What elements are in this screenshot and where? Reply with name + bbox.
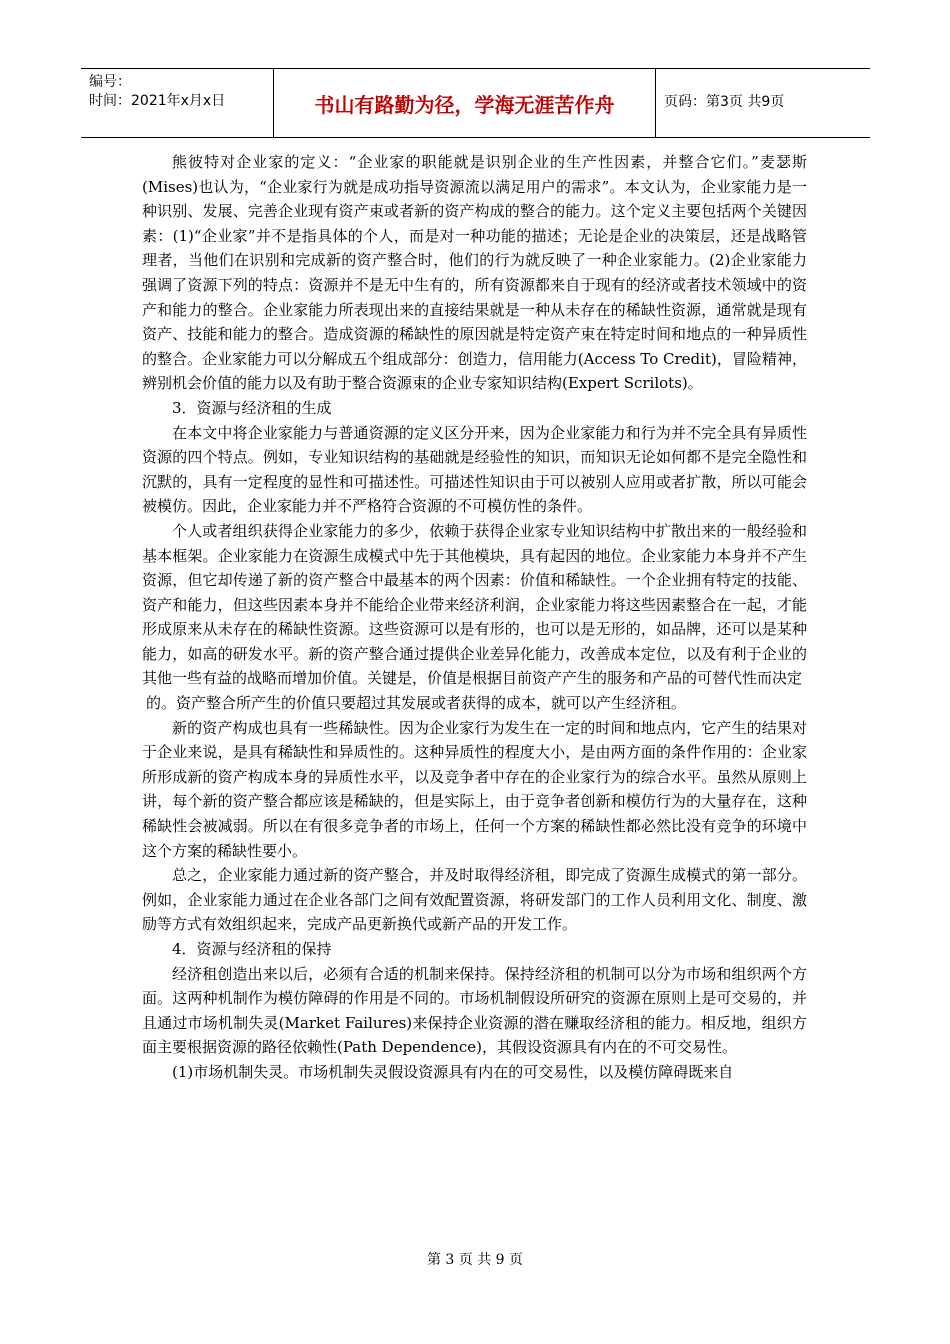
header-page-number: 页码：第3页 共9页 (664, 94, 785, 110)
paragraph: 总之，企业家能力通过新的资产整合，并及时取得经济租，即完成了资源生成模式的第一部分。例如，企业家能力通过在企业各部门之间有效配置资源，将研发部门的工作人员利用文化、制度、激励等方式有效组织起来，完成产品更新换代或新产品的开发工作。 (142, 866, 807, 934)
header-motto: 书山有路勤为径，学海无涯苦作舟 (274, 69, 656, 137)
paragraph: 新的资产构成也具有一些稀缺性。因为企业家行为发生在一定的时间和地点内，它产生的结果对于企业来说，是具有稀缺性和异质性的。这种异质性的程度大小，是由两方面的条件作用的：企业家所形成新的资产构成本身的异质性水平，以及竞争者中存在的企业家行为的综合水平。虽然从原则上讲，每个新的资产整合都应该是稀缺的，但是实际上，由于竞争者创新和模仿行为的大量存在，这种稀缺性会被减弱。所以在有很多竞争者的市场上，任何一个方案的稀缺性都必然比没有竞争的环境中这个方案的稀缺性要小。 (142, 718, 807, 860)
header-meta (81, 69, 274, 137)
section-heading: 3．资源与经济租的生成 (172, 398, 332, 417)
section-heading: 4．资源与经济租的保持 (172, 940, 332, 958)
paragraph: (1)市场机制失灵。市场机制失灵假设资源具有内在的可交易性，以及模仿障碍既来自 (172, 1062, 734, 1081)
document-date-label: 时间：2021年x月x日 (89, 93, 226, 109)
paragraph: 个人或者组织获得企业家能力的多少，依赖于获得企业家专业知识结构中扩散出来的一般经验和基本框架。企业家能力在资源生成模式中先于其他模块，具有起因的地位。企业家能力本身并不产生资源，但它却传递了新的资产整合中最基本的两个因素：价值和稀缺性。一个企业拥有特定的技能、资产和能力，但这些因素本身并不能给企业带来经济利润，企业家能力将这些因素整合在一起，才能形成原来从未存在的稀缺性资源。这些资源可以是有形的，也可以是无形的，如品牌，还可以是某种能力，如高的研发水平。新的资产整合通过提供企业差异化能力，改善成本定位，以及有利于企业的其他一些有益的战略而增加价值。关键是，价值是根据目前资产产生的服务和产品的可替代性而决定 (142, 521, 807, 688)
document-number-label: 编号： (89, 74, 131, 90)
paragraph: 经济租创造出来以后，必须有合适的机制来保持。保持经济租的机制可以分为市场和组织两个方面。这两种机制作为模仿障碍的作用是不同的。市场机制假设所研究的资源在原则上是可交易的，并且通过市场机制失灵(Market Failures)来保持企业资源的潜在赚取经济租的能力。相反地，组织方面主要根据资源的路径依赖性(Path Dependence)，其假设资源具有内在的不可交易性。 (142, 964, 807, 1057)
page-header (81, 68, 870, 138)
document-body (142, 150, 807, 1085)
paragraph-continuation: 的。资产整合所产生的价值只要超过其发展或者获得的成本，就可以产生经济租。 (146, 694, 687, 713)
page-footer: 第 3 页 共 9 页 (426, 1252, 524, 1268)
paragraph: 在本文中将企业家能力与普通资源的定义区分开来，因为企业家能力和行为并不完全具有异质性资源的四个特点。例如，专业知识结构的基础就是经验性的知识，而知识无论如何都不是完全隐性和沉默的，具有一定程度的显性和可描述性。可描述性知识由于可以被别人应用或者扩散，所以可能会被模仿。因此，企业家能力并不严格符合资源的不可模仿性的条件。 (142, 423, 807, 516)
paragraph: 熊彼特对企业家的定义：“企业家的职能就是识别企业的生产性因素，并整合它们。”麦瑟斯(Mises)也认为，“企业家行为就是成功指导资源流以满足用户的需求”。本文认为，企业家能力是一种识别、发展、完善企业现有资产束或者新的资产构成的整合的能力。这个定义主要包括两个关键因素：(1)“企业家”并不是指具体的个人，而是对一种功能的描述；无论是企业的决策层，还是战略管理者，当他们在识别和完成新的资产整合时，他们的行为就反映了一种企业家能力。(2)企业家能力强调了资源下列的特点：资源并不是无中生有的，所有资源都来自于现有的经济或者技术领域中的资产和能力的整合。企业家能力所表现出来的直接结果就是一种从未存在的稀缺性资源，通常就是现有资产、技能和能力的整合。造成资源的稀缺性的原因就是特定资产束在特定时间和地点的一种异质性的整合。企业家能力可以分解成五个组成部分：创造力，信用能力(Access To Credit)，冒险精神，辨别机会价值的能力以及有助于整合资源束的企业专家知识结构(Expert Scrilots)。 (142, 153, 807, 393)
